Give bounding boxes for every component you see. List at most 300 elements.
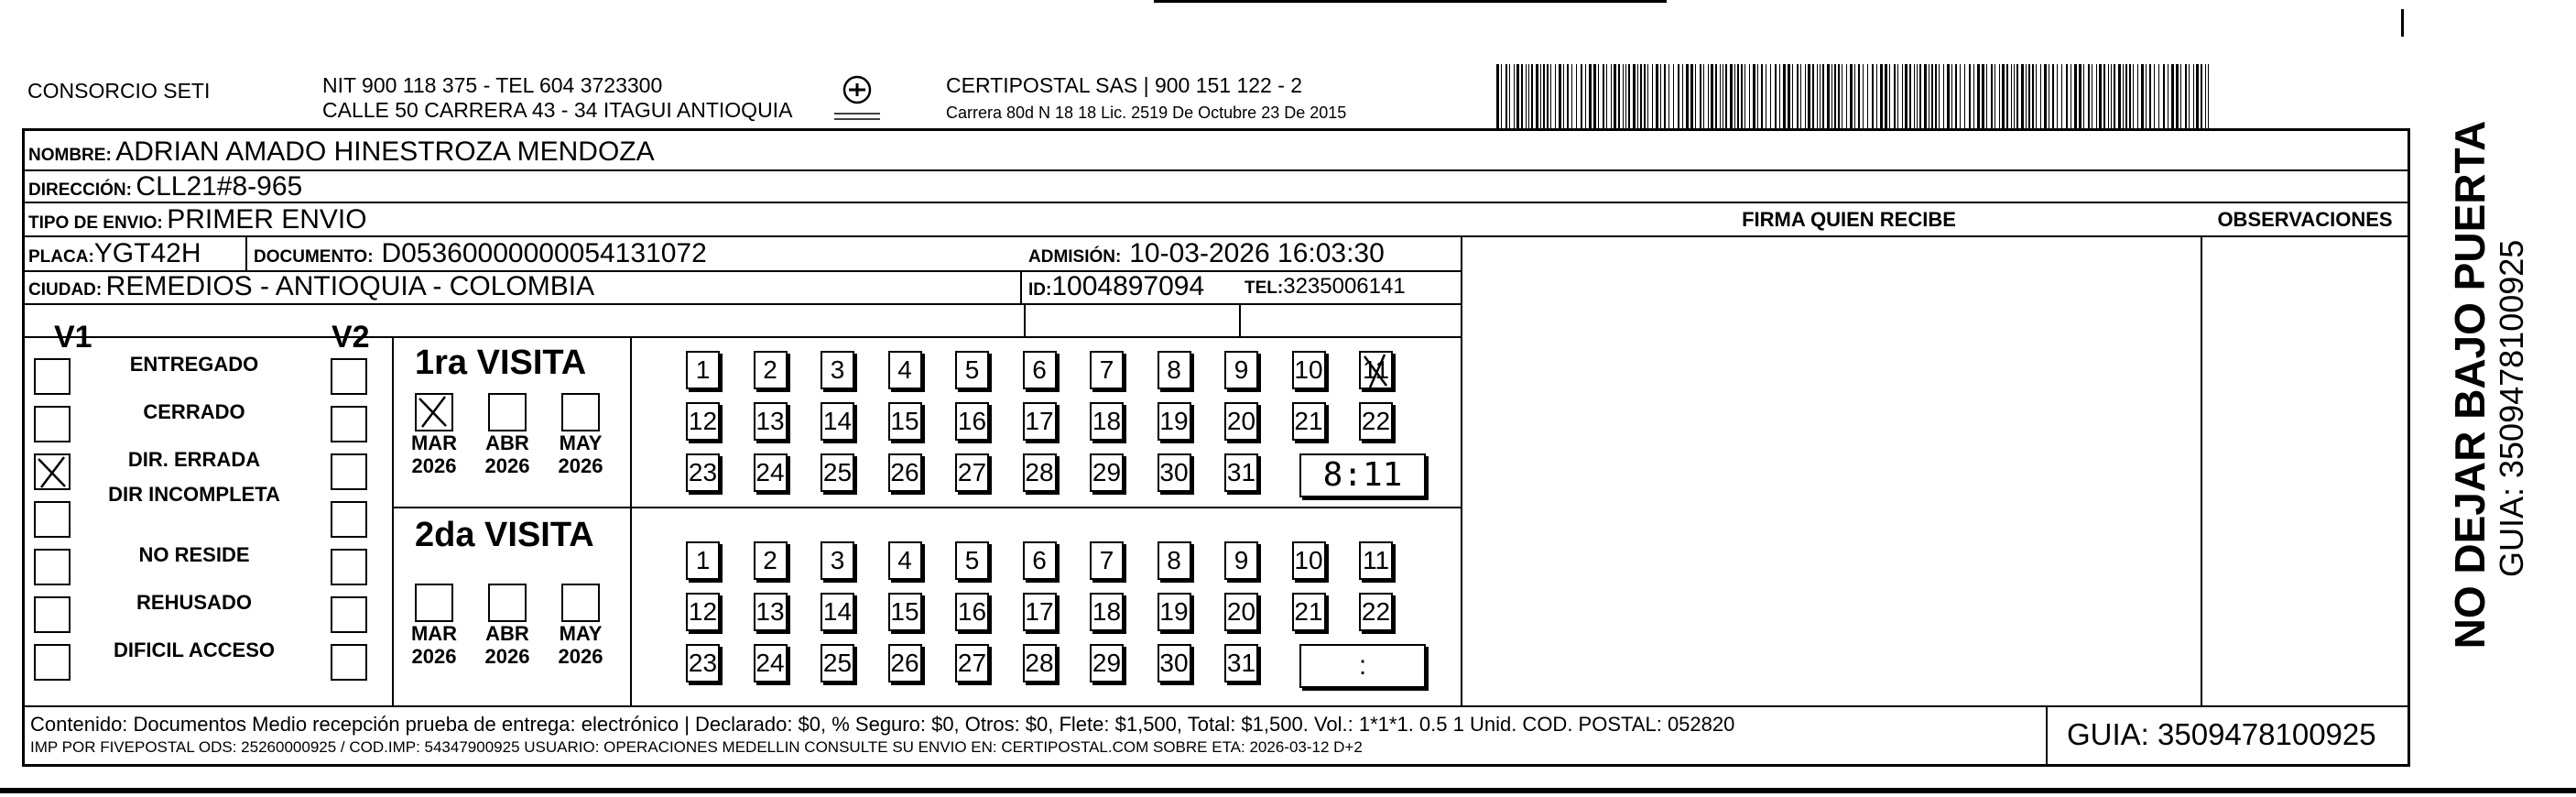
barcode-bar xyxy=(1909,64,1911,128)
day-box[interactable]: 8 xyxy=(1158,541,1191,580)
barcode-bar xyxy=(1708,64,1709,128)
barcode-bar xyxy=(2176,64,2179,128)
barcode-bar xyxy=(2118,64,2121,128)
day-box[interactable]: 29 xyxy=(1090,453,1124,492)
first-visit-title: 1ra VISITA xyxy=(415,344,587,382)
month-year: 2026 xyxy=(558,454,603,477)
barcode-bar xyxy=(1800,64,1801,128)
barcode-bar xyxy=(1994,64,1995,128)
barcode-bar xyxy=(2028,64,2030,128)
barcode-bar xyxy=(1808,64,1810,128)
barcode-bar xyxy=(1931,64,1933,128)
address-line: CALLE 50 CARRERA 43 - 34 ITAGUI ANTIOQUIA xyxy=(322,98,793,122)
month-checkbox-abr[interactable] xyxy=(488,584,527,622)
delivery-form xyxy=(22,128,2410,767)
day-box[interactable]: 11 xyxy=(1359,351,1393,389)
v1-checkbox[interactable] xyxy=(34,644,71,681)
barcode-bar xyxy=(1703,64,1704,128)
v2-checkbox[interactable] xyxy=(331,406,367,442)
barcode-bar xyxy=(1516,64,1519,128)
month-label xyxy=(475,431,539,477)
barcode-bar xyxy=(1964,64,1965,128)
barcode-bar xyxy=(1715,64,1717,128)
barcode-bar xyxy=(1603,64,1604,128)
month-label xyxy=(402,622,466,668)
barcode-bar xyxy=(2137,64,2138,128)
barcode-bar xyxy=(2201,64,2202,128)
v2-checkbox[interactable] xyxy=(331,501,367,538)
barcode-bar xyxy=(1977,64,1980,128)
recipient-id: 1004897094 xyxy=(1051,271,1205,301)
barcode-bar xyxy=(1690,64,1693,128)
plate: YGT42H xyxy=(93,238,201,268)
month-checkbox-abr[interactable] xyxy=(488,393,527,431)
day-box[interactable]: 6 xyxy=(1023,541,1057,580)
barcode-bar xyxy=(1955,64,1957,128)
day-box[interactable]: 28 xyxy=(1023,644,1057,682)
barcode-bar xyxy=(1514,64,1515,128)
barcode-bar xyxy=(1501,64,1502,128)
barcode-bar xyxy=(1563,64,1564,128)
barcode-bar xyxy=(1905,64,1908,128)
barcode-bar xyxy=(1628,64,1630,128)
right-scan-mark xyxy=(2401,9,2404,37)
day-box[interactable]: 24 xyxy=(754,453,788,492)
certipostal-logo xyxy=(830,73,885,123)
v2-checkbox[interactable] xyxy=(331,358,367,395)
day-box[interactable]: 2 xyxy=(754,351,788,389)
barcode-bar xyxy=(1867,64,1868,128)
barcode-bar xyxy=(1902,64,1903,128)
v1-checkbox[interactable] xyxy=(34,453,71,490)
month-name: MAR xyxy=(410,622,458,645)
day-box[interactable]: 21 xyxy=(1292,402,1326,441)
barcode-bar xyxy=(1872,64,1874,128)
barcode-bar xyxy=(2171,64,2174,128)
barcode-bar xyxy=(1521,64,1523,128)
barcode-bar xyxy=(2133,64,2134,128)
barcode-bar xyxy=(2032,64,2034,128)
barcode-bar xyxy=(2040,64,2041,128)
barcode-bar xyxy=(1846,64,1847,128)
month-label xyxy=(549,431,613,477)
day-box[interactable]: 9 xyxy=(1224,541,1258,580)
day-box[interactable]: 25 xyxy=(821,644,854,682)
month-label xyxy=(549,622,613,668)
barcode-bar xyxy=(1611,64,1612,128)
barcode-bar xyxy=(1550,64,1551,128)
day-box[interactable]: 3 xyxy=(821,351,854,389)
footer-print-line: IMP POR FIVEPOSTAL ODS: 25260000925 / COD.IMP: 54347900925 USUARIO: OPERACIONES MEDELLIN CONSULTE SU ENVIO EN: CERTIPOSTAL.COM SOBRE ETA: 2026-03-12 D+2 xyxy=(30,738,1363,756)
month-year: 2026 xyxy=(484,454,530,477)
barcode-bar xyxy=(2052,64,2054,128)
barcode-bar xyxy=(1770,64,1771,128)
day-box[interactable]: 3 xyxy=(821,541,854,580)
barcode-bar xyxy=(1812,64,1814,128)
day-box[interactable]: 31 xyxy=(1224,644,1258,682)
day-box[interactable]: 14 xyxy=(821,593,854,631)
barcode-bar xyxy=(1720,64,1721,128)
day-box[interactable]: 12 xyxy=(686,593,720,631)
barcode-bar xyxy=(1614,64,1616,128)
barcode-bar xyxy=(1761,64,1763,128)
second-visit-title: 2da VISITA xyxy=(415,516,594,554)
barcode-bar xyxy=(1889,64,1890,128)
day-box[interactable]: 23 xyxy=(686,644,720,682)
day-box[interactable]: 1 xyxy=(686,541,720,580)
barcode-bar xyxy=(1547,64,1549,128)
month-year: 2026 xyxy=(411,645,457,668)
day-box[interactable]: 18 xyxy=(1090,402,1124,441)
month-name: MAY xyxy=(559,431,603,454)
city: REMEDIOS - ANTIOQUIA - COLOMBIA xyxy=(105,271,595,301)
barcode-bar xyxy=(2114,64,2115,128)
no-under-door-warning: NO DEJAR BAJO PUERTA xyxy=(2446,120,2494,650)
day-box[interactable]: 20 xyxy=(1224,402,1258,441)
barcode-bar xyxy=(1779,64,1780,128)
bottom-scan-line xyxy=(0,788,2576,793)
day-box[interactable]: 1 xyxy=(686,351,720,389)
barcode-bar xyxy=(1695,64,1696,128)
barcode-bar xyxy=(2125,64,2127,128)
tel-label: TEL: xyxy=(1245,278,1284,298)
barcode-bar xyxy=(2066,64,2068,128)
month-label xyxy=(475,622,539,668)
admission-label: ADMISIÓN: xyxy=(1028,247,1122,267)
barcode-bar xyxy=(1939,64,1940,128)
day-box[interactable]: 22 xyxy=(1359,402,1393,441)
month-name: ABR xyxy=(485,431,529,454)
month-name: ABR xyxy=(485,622,529,645)
barcode-bar xyxy=(1792,64,1793,128)
barcode-bar xyxy=(1783,64,1786,128)
month-label xyxy=(402,431,466,477)
barcode-bar xyxy=(2196,64,2199,128)
month-checkbox-mar[interactable] xyxy=(415,584,453,622)
barcode-bar xyxy=(2129,64,2131,128)
name-label: NOMBRE: xyxy=(28,146,112,165)
barcode-bar xyxy=(2021,64,2024,128)
barcode-bar xyxy=(1589,64,1592,128)
side-guide: GUIA: 3509478100925 xyxy=(2493,239,2530,577)
barcode-bar xyxy=(1775,64,1777,128)
barcode-bar xyxy=(2079,64,2081,128)
month-checkbox-may[interactable] xyxy=(561,584,600,622)
plate-label: PLACA: xyxy=(28,247,94,267)
day-box[interactable]: 5 xyxy=(955,351,989,389)
signature-header: FIRMA QUIEN RECIBE xyxy=(1742,208,1956,231)
day-box[interactable]: 16 xyxy=(955,402,989,441)
barcode-bar xyxy=(2185,64,2187,128)
courier-name: CERTIPOSTAL SAS | 900 151 122 - 2 xyxy=(946,73,1303,97)
barcode-bar xyxy=(2149,64,2151,128)
status-option-label: REHUSADO xyxy=(136,591,252,614)
day-box[interactable]: 19 xyxy=(1158,402,1191,441)
day-box[interactable]: 16 xyxy=(955,593,989,631)
day-box[interactable]: 21 xyxy=(1292,593,1326,631)
day-box[interactable]: 9 xyxy=(1224,351,1258,389)
month-checkbox-mar[interactable] xyxy=(415,393,453,431)
day-box[interactable]: 10 xyxy=(1292,541,1326,580)
barcode-bar xyxy=(1991,64,1993,128)
barcode-bar xyxy=(2146,64,2147,128)
barcode-bar xyxy=(1526,64,1527,128)
v1-checkbox[interactable] xyxy=(34,596,71,633)
barcode-bar xyxy=(1505,64,1507,128)
day-box[interactable]: 30 xyxy=(1158,453,1191,492)
barcode-bar xyxy=(2083,64,2084,128)
barcode-bar xyxy=(1555,64,1556,128)
barcode-bar xyxy=(1753,64,1755,128)
status-option-label: ENTREGADO xyxy=(129,353,259,376)
barcode-bar xyxy=(1822,64,1824,128)
barcode-bar xyxy=(2205,64,2206,128)
barcode-bar xyxy=(2044,64,2047,128)
barcode-bar xyxy=(1894,64,1896,128)
status-option-label: CERRADO xyxy=(143,400,245,423)
day-box[interactable]: 31 xyxy=(1224,453,1258,492)
barcode-bar xyxy=(2193,64,2194,128)
day-box[interactable]: 14 xyxy=(821,402,854,441)
barcode-bar xyxy=(1581,64,1582,128)
day-box[interactable]: 22 xyxy=(1359,593,1393,631)
v2-checkbox[interactable] xyxy=(331,549,367,585)
barcode-bar xyxy=(1668,64,1669,128)
barcode-bar xyxy=(1951,64,1952,128)
month-name: MAR xyxy=(410,431,458,454)
day-box[interactable]: 19 xyxy=(1158,593,1191,631)
id-label: ID: xyxy=(1028,280,1052,300)
barcode-bar xyxy=(1528,64,1529,128)
day-box[interactable]: 29 xyxy=(1090,644,1124,682)
day-box[interactable]: 15 xyxy=(888,402,922,441)
nit-line: NIT 900 118 375 - TEL 604 3723300 xyxy=(322,73,663,97)
status-option-label: DIR INCOMPLETA xyxy=(108,483,280,506)
barcode-bar xyxy=(1919,64,1921,128)
barcode-bar xyxy=(1885,64,1887,128)
barcode-bar xyxy=(1652,64,1653,128)
barcode-bar xyxy=(1863,64,1864,128)
day-box[interactable]: 27 xyxy=(955,644,989,682)
barcode-bar xyxy=(1673,64,1674,128)
v1-header: V1 xyxy=(54,320,92,355)
day-box[interactable]: 26 xyxy=(888,644,922,682)
barcode-bar xyxy=(1986,64,1987,128)
barcode-bar xyxy=(1509,64,1510,128)
barcode-bar xyxy=(1757,64,1758,128)
day-box[interactable]: 17 xyxy=(1023,402,1057,441)
barcode-bar xyxy=(1682,64,1683,128)
day-box[interactable]: 18 xyxy=(1090,593,1124,631)
barcode-bar xyxy=(1725,64,1727,128)
barcode-bar xyxy=(1935,64,1937,128)
barcode-bar xyxy=(1973,64,1974,128)
observations-header: OBSERVACIONES xyxy=(2217,208,2393,231)
day-box[interactable]: 30 xyxy=(1158,644,1191,682)
day-box[interactable]: 4 xyxy=(888,541,922,580)
barcode-bar xyxy=(1999,64,2000,128)
v2-checkbox[interactable] xyxy=(331,453,367,490)
document-label: DOCUMENTO: xyxy=(254,247,374,267)
v2-checkbox[interactable] xyxy=(331,596,367,633)
barcode-bar xyxy=(2036,64,2037,128)
barcode-bar xyxy=(2189,64,2190,128)
barcode-bar xyxy=(1850,64,1853,128)
day-box[interactable]: 15 xyxy=(888,593,922,631)
barcode-bar xyxy=(1540,64,1541,128)
barcode-bar xyxy=(1598,64,1599,128)
barcode-bar xyxy=(1618,64,1620,128)
barcode-bar xyxy=(2026,64,2027,128)
barcode-bar xyxy=(2088,64,2090,128)
day-box[interactable]: 17 xyxy=(1023,593,1057,631)
recipient-address: CLL21#8-965 xyxy=(136,171,303,202)
barcode-bar xyxy=(1686,64,1689,128)
month-year: 2026 xyxy=(484,645,530,668)
barcode-bar xyxy=(2158,64,2159,128)
company-name: CONSORCIO SETI xyxy=(27,79,211,103)
send-type-label: TIPO DE ENVIO: xyxy=(28,213,163,233)
barcode-bar xyxy=(1730,64,1733,128)
top-scan-line xyxy=(1154,0,1667,3)
barcode-bar xyxy=(1664,64,1666,128)
barcode-bar xyxy=(1585,64,1586,128)
barcode-bar xyxy=(2099,64,2102,128)
barcode-bar xyxy=(2057,64,2058,128)
barcode-bar xyxy=(2180,64,2181,128)
status-option-label: DIR. ERRADA xyxy=(127,448,261,471)
status-option-label: NO RESIDE xyxy=(138,543,250,566)
month-checkbox-may[interactable] xyxy=(561,393,600,431)
side-text xyxy=(2418,120,2530,678)
barcode-bar xyxy=(2074,64,2077,128)
barcode-bar xyxy=(1625,64,1626,128)
barcode-bar xyxy=(1559,64,1561,128)
day-box[interactable]: 24 xyxy=(754,644,788,682)
status-option-label: DIFICIL ACCESO xyxy=(113,639,275,661)
day-box[interactable]: 27 xyxy=(955,453,989,492)
barcode-bar xyxy=(1880,64,1883,128)
day-box[interactable]: 2 xyxy=(754,541,788,580)
barcode-bar xyxy=(1827,64,1830,128)
v1-checkbox[interactable] xyxy=(34,358,71,395)
barcode-bar xyxy=(1606,64,1607,128)
day-box[interactable]: 7 xyxy=(1090,351,1124,389)
day-box[interactable]: 7 xyxy=(1090,541,1124,580)
barcode-bar xyxy=(1531,64,1533,128)
barcode-bar xyxy=(1656,64,1658,128)
barcode-bar xyxy=(1637,64,1638,128)
barcode-bar xyxy=(1982,64,1984,128)
day-box[interactable]: 20 xyxy=(1224,593,1258,631)
barcode-bar xyxy=(1797,64,1799,128)
barcode-bar xyxy=(1969,64,1971,128)
day-box[interactable]: 4 xyxy=(888,351,922,389)
barcode-bar xyxy=(1567,64,1569,128)
barcode-bar xyxy=(1543,64,1545,128)
v2-checkbox[interactable] xyxy=(331,644,367,681)
barcode-bar xyxy=(1943,64,1944,128)
day-box[interactable]: 13 xyxy=(754,402,788,441)
barcode-bar xyxy=(1660,64,1661,128)
barcode-bar xyxy=(1838,64,1840,128)
barcode-bar xyxy=(2154,64,2155,128)
month-year: 2026 xyxy=(411,454,457,477)
barcode-bar xyxy=(1858,64,1860,128)
barcode-bar xyxy=(1734,64,1735,128)
barcode-bar xyxy=(2006,64,2008,128)
barcode-bar xyxy=(1917,64,1918,128)
barcode-bar xyxy=(1700,64,1701,128)
barcode-bar xyxy=(1914,64,1915,128)
day-box[interactable]: 6 xyxy=(1023,351,1057,389)
barcode-bar xyxy=(2061,64,2062,128)
barcode-bar xyxy=(2208,64,2209,128)
barcode-bar xyxy=(1960,64,1961,128)
barcode-bar xyxy=(1876,64,1877,128)
barcode-bar xyxy=(2096,64,2097,128)
footer-guide: GUIA: 3509478100925 xyxy=(2067,717,2376,751)
barcode-bar xyxy=(2011,64,2012,128)
day-box[interactable]: 8 xyxy=(1158,351,1191,389)
barcode-bar xyxy=(1576,64,1577,128)
barcode-bar xyxy=(1644,64,1646,128)
barcode-bar xyxy=(1805,64,1806,128)
barcode-bar xyxy=(1834,64,1836,128)
barcode-bar xyxy=(2111,64,2112,128)
day-box[interactable]: 25 xyxy=(821,453,854,492)
barcode-bar xyxy=(2014,64,2015,128)
v1-checkbox[interactable] xyxy=(34,501,71,538)
barcode-bar xyxy=(1820,64,1821,128)
barcode-bar xyxy=(1831,64,1832,128)
barcode-bar xyxy=(1947,64,1950,128)
document-number: D05360000000054131072 xyxy=(381,238,707,268)
day-box[interactable]: 5 xyxy=(955,541,989,580)
barcode-bar xyxy=(1749,64,1750,128)
second-visit-time[interactable]: : xyxy=(1299,644,1426,688)
barcode-bar xyxy=(1741,64,1743,128)
day-box[interactable]: 28 xyxy=(1023,453,1057,492)
day-box[interactable]: 26 xyxy=(888,453,922,492)
v1-checkbox[interactable] xyxy=(34,406,71,442)
barcode-bar xyxy=(1633,64,1636,128)
admission-date: 10-03-2026 16:03:30 xyxy=(1129,238,1385,268)
month-year: 2026 xyxy=(558,645,603,668)
day-box[interactable]: 10 xyxy=(1292,351,1326,389)
barcode-bar xyxy=(1711,64,1713,128)
day-box[interactable]: 23 xyxy=(686,453,720,492)
city-label: CIUDAD: xyxy=(28,280,103,300)
first-visit-time[interactable]: 8:11 xyxy=(1299,453,1426,497)
day-box[interactable]: 11 xyxy=(1359,541,1393,580)
barcode-bar xyxy=(2002,64,2005,128)
barcode-bar xyxy=(1640,64,1642,128)
barcode-bar xyxy=(1593,64,1596,128)
barcode-bar xyxy=(1536,64,1538,128)
barcode xyxy=(1496,64,2220,128)
barcode-bar xyxy=(1737,64,1739,128)
barcode-bar xyxy=(1496,64,1499,128)
send-type: PRIMER ENVIO xyxy=(167,204,367,235)
v2-header: V2 xyxy=(332,320,370,355)
v1-checkbox[interactable] xyxy=(34,549,71,585)
barcode-bar xyxy=(1788,64,1790,128)
day-box[interactable]: 12 xyxy=(686,402,720,441)
barcode-bar xyxy=(2163,64,2165,128)
day-box[interactable]: 13 xyxy=(754,593,788,631)
barcode-bar xyxy=(1817,64,1818,128)
